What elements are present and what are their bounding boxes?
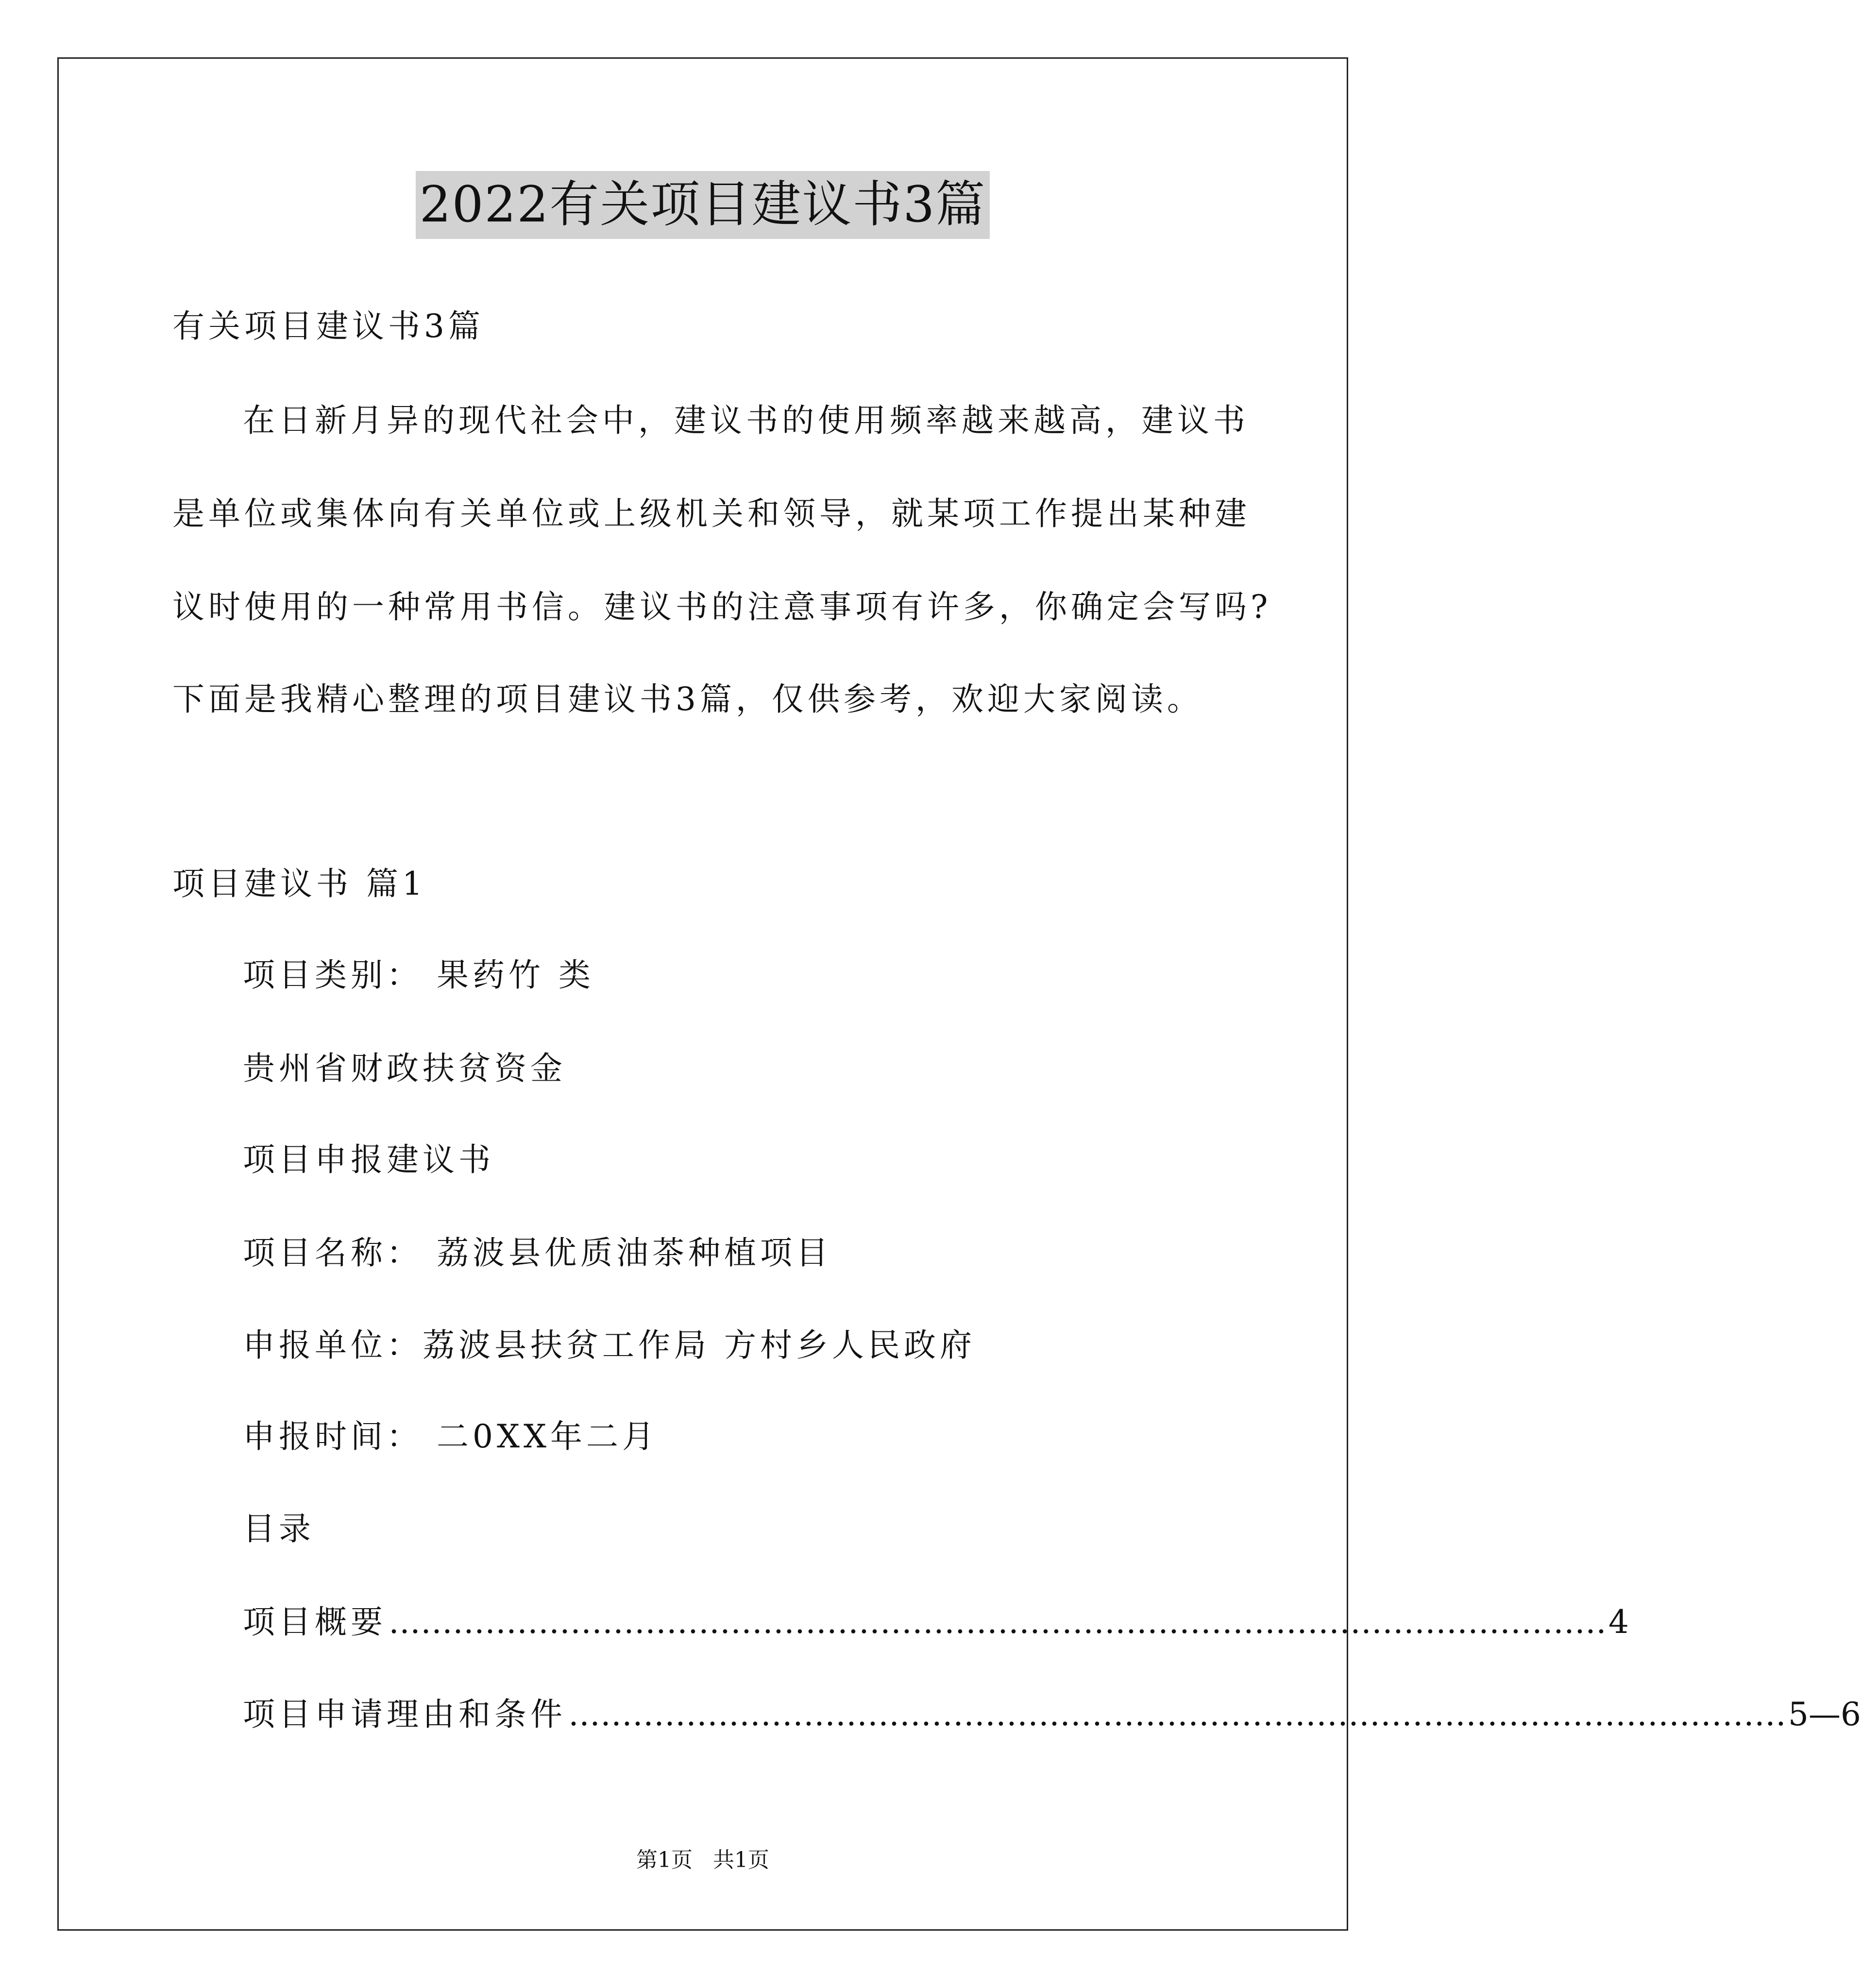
document-subtitle: 有关项目建议书3篇 (172, 307, 484, 345)
toc-leader: …………………………………………………………………………………………………… (389, 1603, 1607, 1641)
field-doc-type: 项目申报建议书 (243, 1141, 494, 1178)
toc-entry (243, 1695, 1861, 1734)
intro-line-4: 下面是我精心整理的项目建议书3篇，仅供参考，欢迎大家阅读。 (172, 680, 1203, 718)
footer-total-pages: 共1页 (713, 1848, 769, 1872)
field-project-name: 项目名称： 荔波县优质油茶种植项目 (243, 1234, 832, 1272)
toc-entry-label: 项目申请理由和条件 (243, 1696, 566, 1733)
field-project-category: 项目类别： 果药竹 类 (243, 956, 594, 994)
document-title: 2022有关项目建议书3篇 (416, 171, 990, 239)
field-fund-source: 贵州省财政扶贫资金 (243, 1050, 566, 1087)
page-footer (0, 1846, 1405, 1875)
intro-line-2: 是单位或集体向有关单位或上级机关和领导，就某项工作提出某种建 (172, 495, 1251, 532)
intro-line-1: 在日新月异的现代社会中，建议书的使用频率越来越高，建议书 (243, 402, 1249, 439)
toc-entry-pages: 4 (1608, 1603, 1629, 1641)
title-wrapper (0, 171, 1405, 239)
toc-entry-pages: 5—6 (1788, 1696, 1861, 1733)
toc-entry-label: 项目概要 (243, 1603, 387, 1641)
toc-heading: 目录 (243, 1510, 315, 1547)
section-heading: 项目建议书 篇1 (172, 865, 426, 902)
toc-leader: …………………………………………………………………………………………………… (568, 1696, 1786, 1733)
footer-current-page: 第1页 (636, 1848, 693, 1872)
field-applicant: 申报单位：荔波县扶贫工作局 方村乡人民政府 (243, 1326, 976, 1364)
toc-entry (243, 1603, 1629, 1642)
intro-line-3: 议时使用的一种常用书信。建议书的注意事项有许多，你确定会写吗? (172, 588, 1272, 626)
field-date: 申报时间： 二0XX年二月 (243, 1418, 658, 1455)
